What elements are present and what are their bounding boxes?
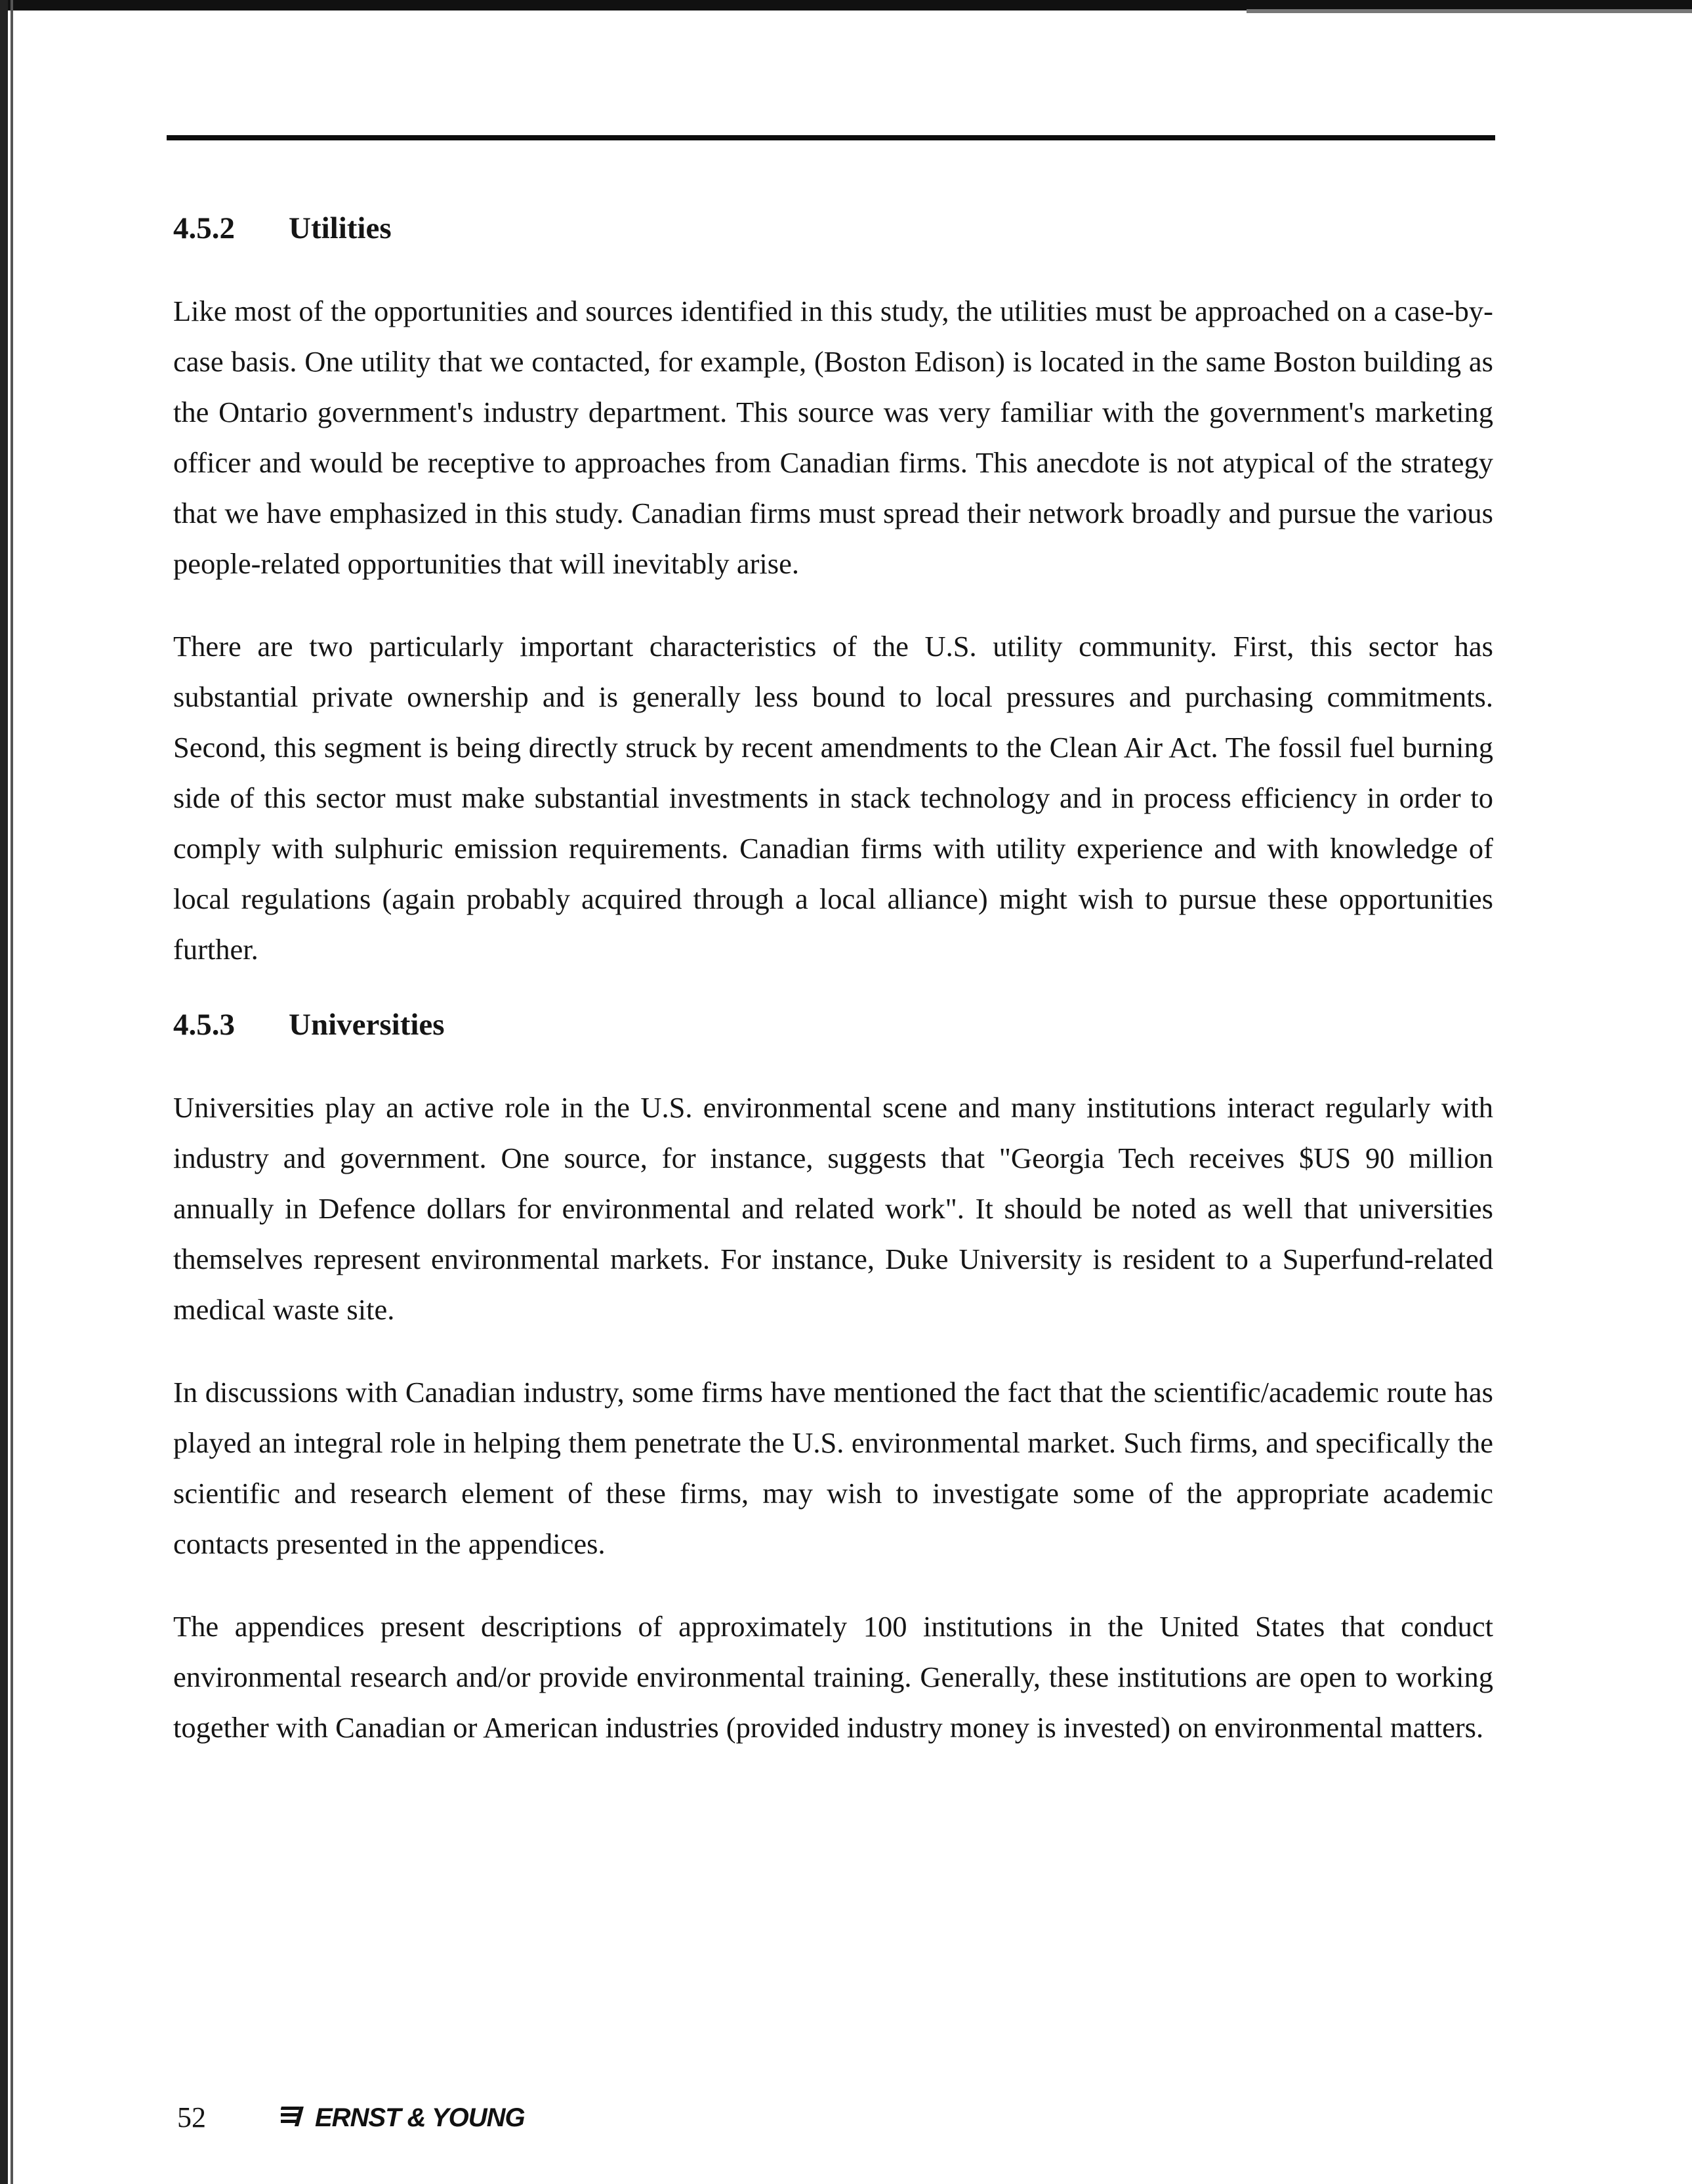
paragraph: In discussions with Canadian industry, some firms have mentioned the fact that the scientific/academic route has played an integral role in helping them penetrate the U.S. environmental market. Such firms, and specifically the scientific and research element of these firms, may wish to investigate some of the appropriate academic contacts presented in the appendices.	[173, 1376, 1493, 1560]
page-number: 52	[177, 2101, 206, 2133]
page-body	[173, 203, 1493, 1753]
paragraph: There are two particularly important characteristics of the U.S. utility community. First, this sector has substantial private ownership and is generally less bound to local pressures and purchasing commitments. Second, this segment is being directly struck by recent amendments to the Clean Air Act. The fossil fuel burning side of this sector must make substantial investments in stack technology and in process efficiency in order to comply with sulphuric emission requirements. Canadian firms with utility experience and with knowledge of local regulations (again probably acquired through a local alliance) might wish to pursue these opportunities further.	[173, 630, 1493, 966]
section-title: Universities	[289, 1008, 445, 1042]
section-number: 4.5.2	[173, 211, 235, 245]
section-heading-utilities	[173, 203, 1493, 254]
logo-text: ERNST & YOUNG	[315, 2103, 525, 2132]
page-footer	[177, 2098, 282, 2137]
section-title: Utilities	[289, 211, 392, 245]
section-heading-universities	[173, 1000, 1493, 1050]
scan-edge-left-inner	[10, 0, 13, 2184]
scan-edge-left	[0, 0, 8, 2184]
ernst-young-logo	[281, 2103, 525, 2133]
paragraph: Like most of the opportunities and sources identified in this study, the utilities must be approached on a case-by-case basis. One utility that we contacted, for example, (Boston Edison) is located in the same Boston building as the Ontario government's industry department. This source was very familiar with the government's marketing officer and would be receptive to approaches from Canadian firms. This anecdote is not atypical of the strategy that we have emphasized in this study. Canadian firms must spread their network broadly and pursue the various people-related opportunities that will inevitably arise.	[173, 295, 1493, 580]
paragraph: The appendices present descriptions of approximately 100 institutions in the United States that conduct environmental research and/or provide environmental training. Generally, these institutions are open to working together with Canadian or American industries (provided industry money is invested) on environmental matters.	[173, 1610, 1493, 1744]
scan-edge-top-fade	[1247, 9, 1692, 13]
header-rule	[167, 135, 1495, 140]
ernst-young-logo-mark-icon	[281, 2104, 312, 2129]
paragraph: Universities play an active role in the U.S. environmental scene and many institutions interact regularly with industry and government. One source, for instance, suggests that "Georgia Tech receives $US 90 million annually in Defence dollars for environmental and related work". It should be noted as well that universities themselves represent environmental markets. For instance, Duke University is resident to a Superfund-related medical waste site.	[173, 1091, 1493, 1326]
section-number: 4.5.3	[173, 1008, 235, 1042]
